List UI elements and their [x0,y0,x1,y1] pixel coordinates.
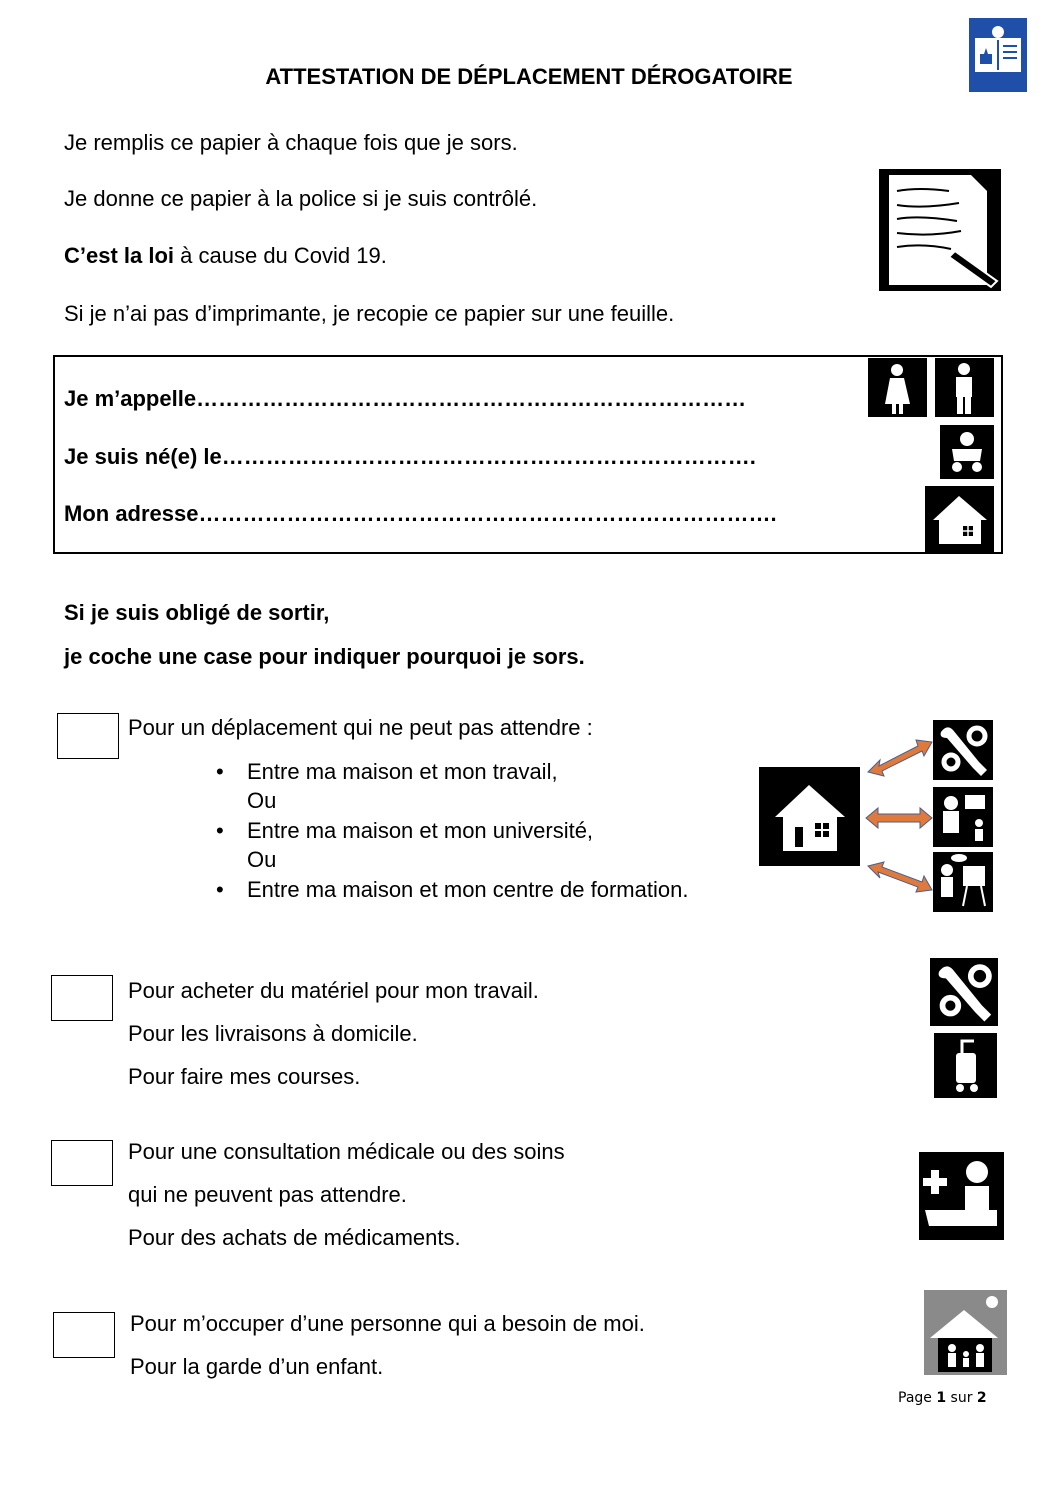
shopping-trolley-icon [934,1033,997,1098]
instruction-line-1: Si je suis obligé de sortir, [64,600,330,625]
reason-shopping-line-3: Pour faire mes courses. [128,1064,361,1089]
intro-line-4: Si je n’ai pas d’imprimante, je recopie ce papier sur une feuille. [64,301,675,326]
reason-shopping-line-2: Pour les livraisons à domicile. [128,1021,418,1046]
house-icon [925,486,994,552]
page-number [898,1390,987,1406]
checkbox-reason-medical[interactable] [51,1140,113,1186]
page-prefix: Page [898,1390,937,1406]
reason-care-line-1: Pour m’occuper d’une personne qui a besoin de moi. [130,1311,645,1336]
reason-shopping-line-1: Pour acheter du matériel pour mon travail. [128,978,539,1003]
reason-medical-line-1: Pour une consultation médicale ou des soins [128,1139,565,1164]
medical-icon [919,1152,1004,1240]
reason-work-item-1: Entre ma maison et mon travail, [247,759,558,784]
checkbox-reason-care[interactable] [53,1312,115,1358]
document-pen-icon [879,169,1001,291]
baby-icon [940,425,994,479]
reason-work-heading: Pour un déplacement qui ne peut pas attendre : [128,715,593,740]
man-icon [935,358,994,417]
reason-care-line-2: Pour la garde d’un enfant. [130,1354,384,1379]
bullet: • [216,818,224,843]
address-field-label[interactable]: Mon adresse……………………………………………………………………. [64,501,777,526]
intro-line-3 [64,243,387,269]
instruction-line-2: je coche une case pour indiquer pourquoi je sors. [64,644,585,669]
reason-medical-line-3: Pour des achats de médicaments. [128,1225,461,1250]
page-current: 1 [936,1390,947,1406]
page-title: ATTESTATION DE DÉPLACEMENT DÉROGATOIRE [265,64,793,89]
intro-line-1: Je remplis ce papier à chaque fois que je sors. [64,130,518,155]
training-icon [933,852,993,912]
reason-work-item-2: Entre ma maison et mon université, [247,818,594,843]
checkbox-reason-shopping[interactable] [51,975,113,1021]
tools-icon [933,720,993,780]
woman-icon [868,358,927,417]
law-emphasis: C’est la loi [64,243,175,268]
reason-medical-line-2: qui ne peuvent pas attendre. [128,1182,407,1207]
reason-work-or-1: Ou [247,788,277,813]
name-field-label[interactable]: Je m’appelle………………………………………………………………… [64,386,747,411]
intro-line-2: Je donne ce papier à la police si je suis contrôlé. [64,186,538,211]
reason-work-or-2: Ou [247,847,277,872]
bullet: • [216,759,224,784]
family-care-icon [924,1290,1007,1375]
tools-icon [930,958,998,1026]
bullet: • [216,877,224,902]
checkbox-reason-work[interactable] [57,713,119,759]
reason-work-item-3: Entre ma maison et mon centre de formation. [247,877,689,902]
page-middle: sur [946,1390,977,1406]
arrows-diagram [858,730,938,900]
birthdate-field-label[interactable]: Je suis né(e) le………………………………………………………………. [64,444,756,469]
house-icon [759,767,860,866]
double-arrow-icon [866,740,932,892]
page-total: 2 [976,1390,987,1406]
law-rest: à cause du Covid 19. [174,243,387,268]
university-icon [933,787,993,847]
